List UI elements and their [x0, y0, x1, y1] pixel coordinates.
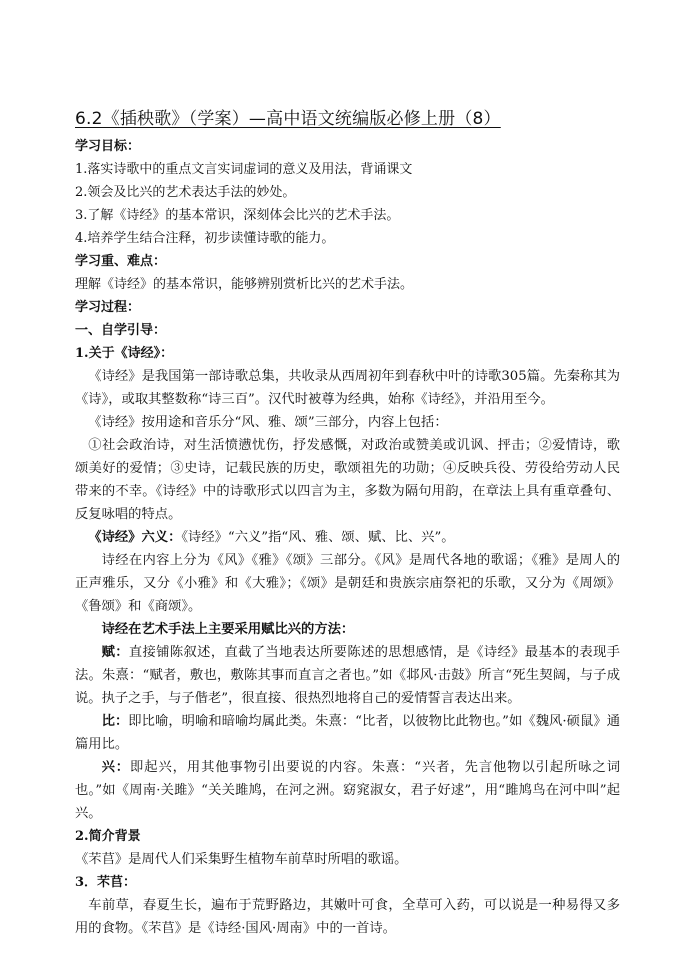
goal-item: 1.落实诗歌中的重点文言实词虚词的意义及用法，背诵课文 — [75, 162, 413, 177]
subsection-heading: 2.简介背景 — [75, 829, 141, 844]
section-heading: 一、自学引导： — [75, 323, 167, 338]
paragraph-fu — [75, 641, 620, 710]
subsection-heading: 1.关于《诗经》： — [75, 346, 174, 361]
goals-heading: 学习目标： — [75, 139, 141, 154]
paragraph-intro: 《诗经》是我国第一部诗歌总集，共收录从西周初年到春秋中叶的诗歌305篇。先秦称其为《诗》，或取其整数称“诗三百”。汉代时被尊为经典，始称《诗经》，并沿用至今。 — [75, 369, 620, 407]
xing-text: 即起兴，用其他事物引出要说的内容。朱熹：“兴者，先言他物以引起所咏之词也。”如《周南·关雎》“关关雎鸠，在河之洲。窈窕淑女，君子好逑”，用“雎鸠鸟在河中叫”起兴。 — [75, 760, 621, 821]
background-text: 《芣苢》是周代人们采集野生植物车前草时所唱的歌谣。 — [75, 852, 408, 867]
fu-label: 赋： — [101, 645, 129, 660]
subsection-heading: 3．芣苢： — [75, 875, 137, 890]
xing-label: 兴： — [101, 760, 131, 775]
paragraph-content: 《诗经》按用途和音乐分“风、雅、颂”三部分，内容上包括： — [88, 415, 448, 430]
goal-item: 2.领会及比兴的艺术表达手法的妙处。 — [75, 185, 296, 200]
paragraph-list: ①社会政治诗，对生活愤懑忧伤，抒发感慨，对政治或赞美或讥讽、抨击；②爱情诗，歌颂美好的爱情；③史诗，记载民族的历史，歌颂祖先的功勋；④反映兵役、劳役给劳动人民带来的不幸。《诗经》中的诗歌形式以四言为主，多数为隔句用韵，在章法上具有重章叠句、反复咏唱的特点。 — [75, 438, 620, 522]
key-points-heading: 学习重、难点： — [75, 254, 167, 269]
key-points-text: 理解《诗经》的基本常识，能够辨别赏析比兴的艺术手法。 — [75, 277, 414, 292]
paragraph-parts: 诗经在内容上分为《风》《雅》《颂》三部分。《风》是周代各地的歌谣；《雅》是周人的正声雅乐，又分《小雅》和《大雅》；《颂》是朝廷和贵族宗庙祭祀的乐歌，又分为《周颂》《鲁颂》和《商颂》。 — [75, 553, 620, 614]
bi-text: 即比喻，明喻和暗喻均属此类。朱熹：“比者，以彼物比此物也。”如《魏风·硕鼠》通篇用比。 — [75, 714, 621, 752]
paragraph-bi — [75, 710, 620, 756]
document-page — [75, 104, 620, 940]
process-heading: 学习过程： — [75, 300, 141, 315]
document-title: 6.2《插秧歌》（学案）—高中语文统编版必修上册（8） — [75, 109, 501, 129]
liuyi-text: 《诗经》“六义”指“风、雅、颂、赋、比、兴”。 — [181, 530, 455, 545]
liuyi-label: 《诗经》六义： — [88, 530, 182, 545]
paragraph-liuyi — [75, 526, 620, 549]
fu-text: 直接铺陈叙述，直截了当地表达所要陈述的思想感情，是《诗经》最基本的表现手法。朱熹：“赋者，敷也，敷陈其事而直言之者也。”如《邶风·击鼓》所言“死生契阔，与子成说。执子之手，与子偕老”，很直接、很热烈地将自己的爱情誓言表达出来。 — [75, 645, 621, 706]
goal-item: 4.培养学生结合注释，初步读懂诗歌的能力。 — [75, 231, 335, 246]
goal-item: 3.了解《诗经》的基本常识，深刻体会比兴的艺术手法。 — [75, 208, 400, 223]
bi-label: 比： — [101, 714, 129, 729]
methods-heading: 诗经在艺术手法上主要采用赋比兴的方法： — [101, 622, 355, 637]
paragraph-xing — [75, 756, 620, 825]
fuyi-text: 车前草，春夏生长，遍布于荒野路边，其嫩叶可食，全草可入药，可以说是一种易得又多用的食物。《芣苢》是《诗经·国风·周南》中的一首诗。 — [75, 898, 620, 936]
